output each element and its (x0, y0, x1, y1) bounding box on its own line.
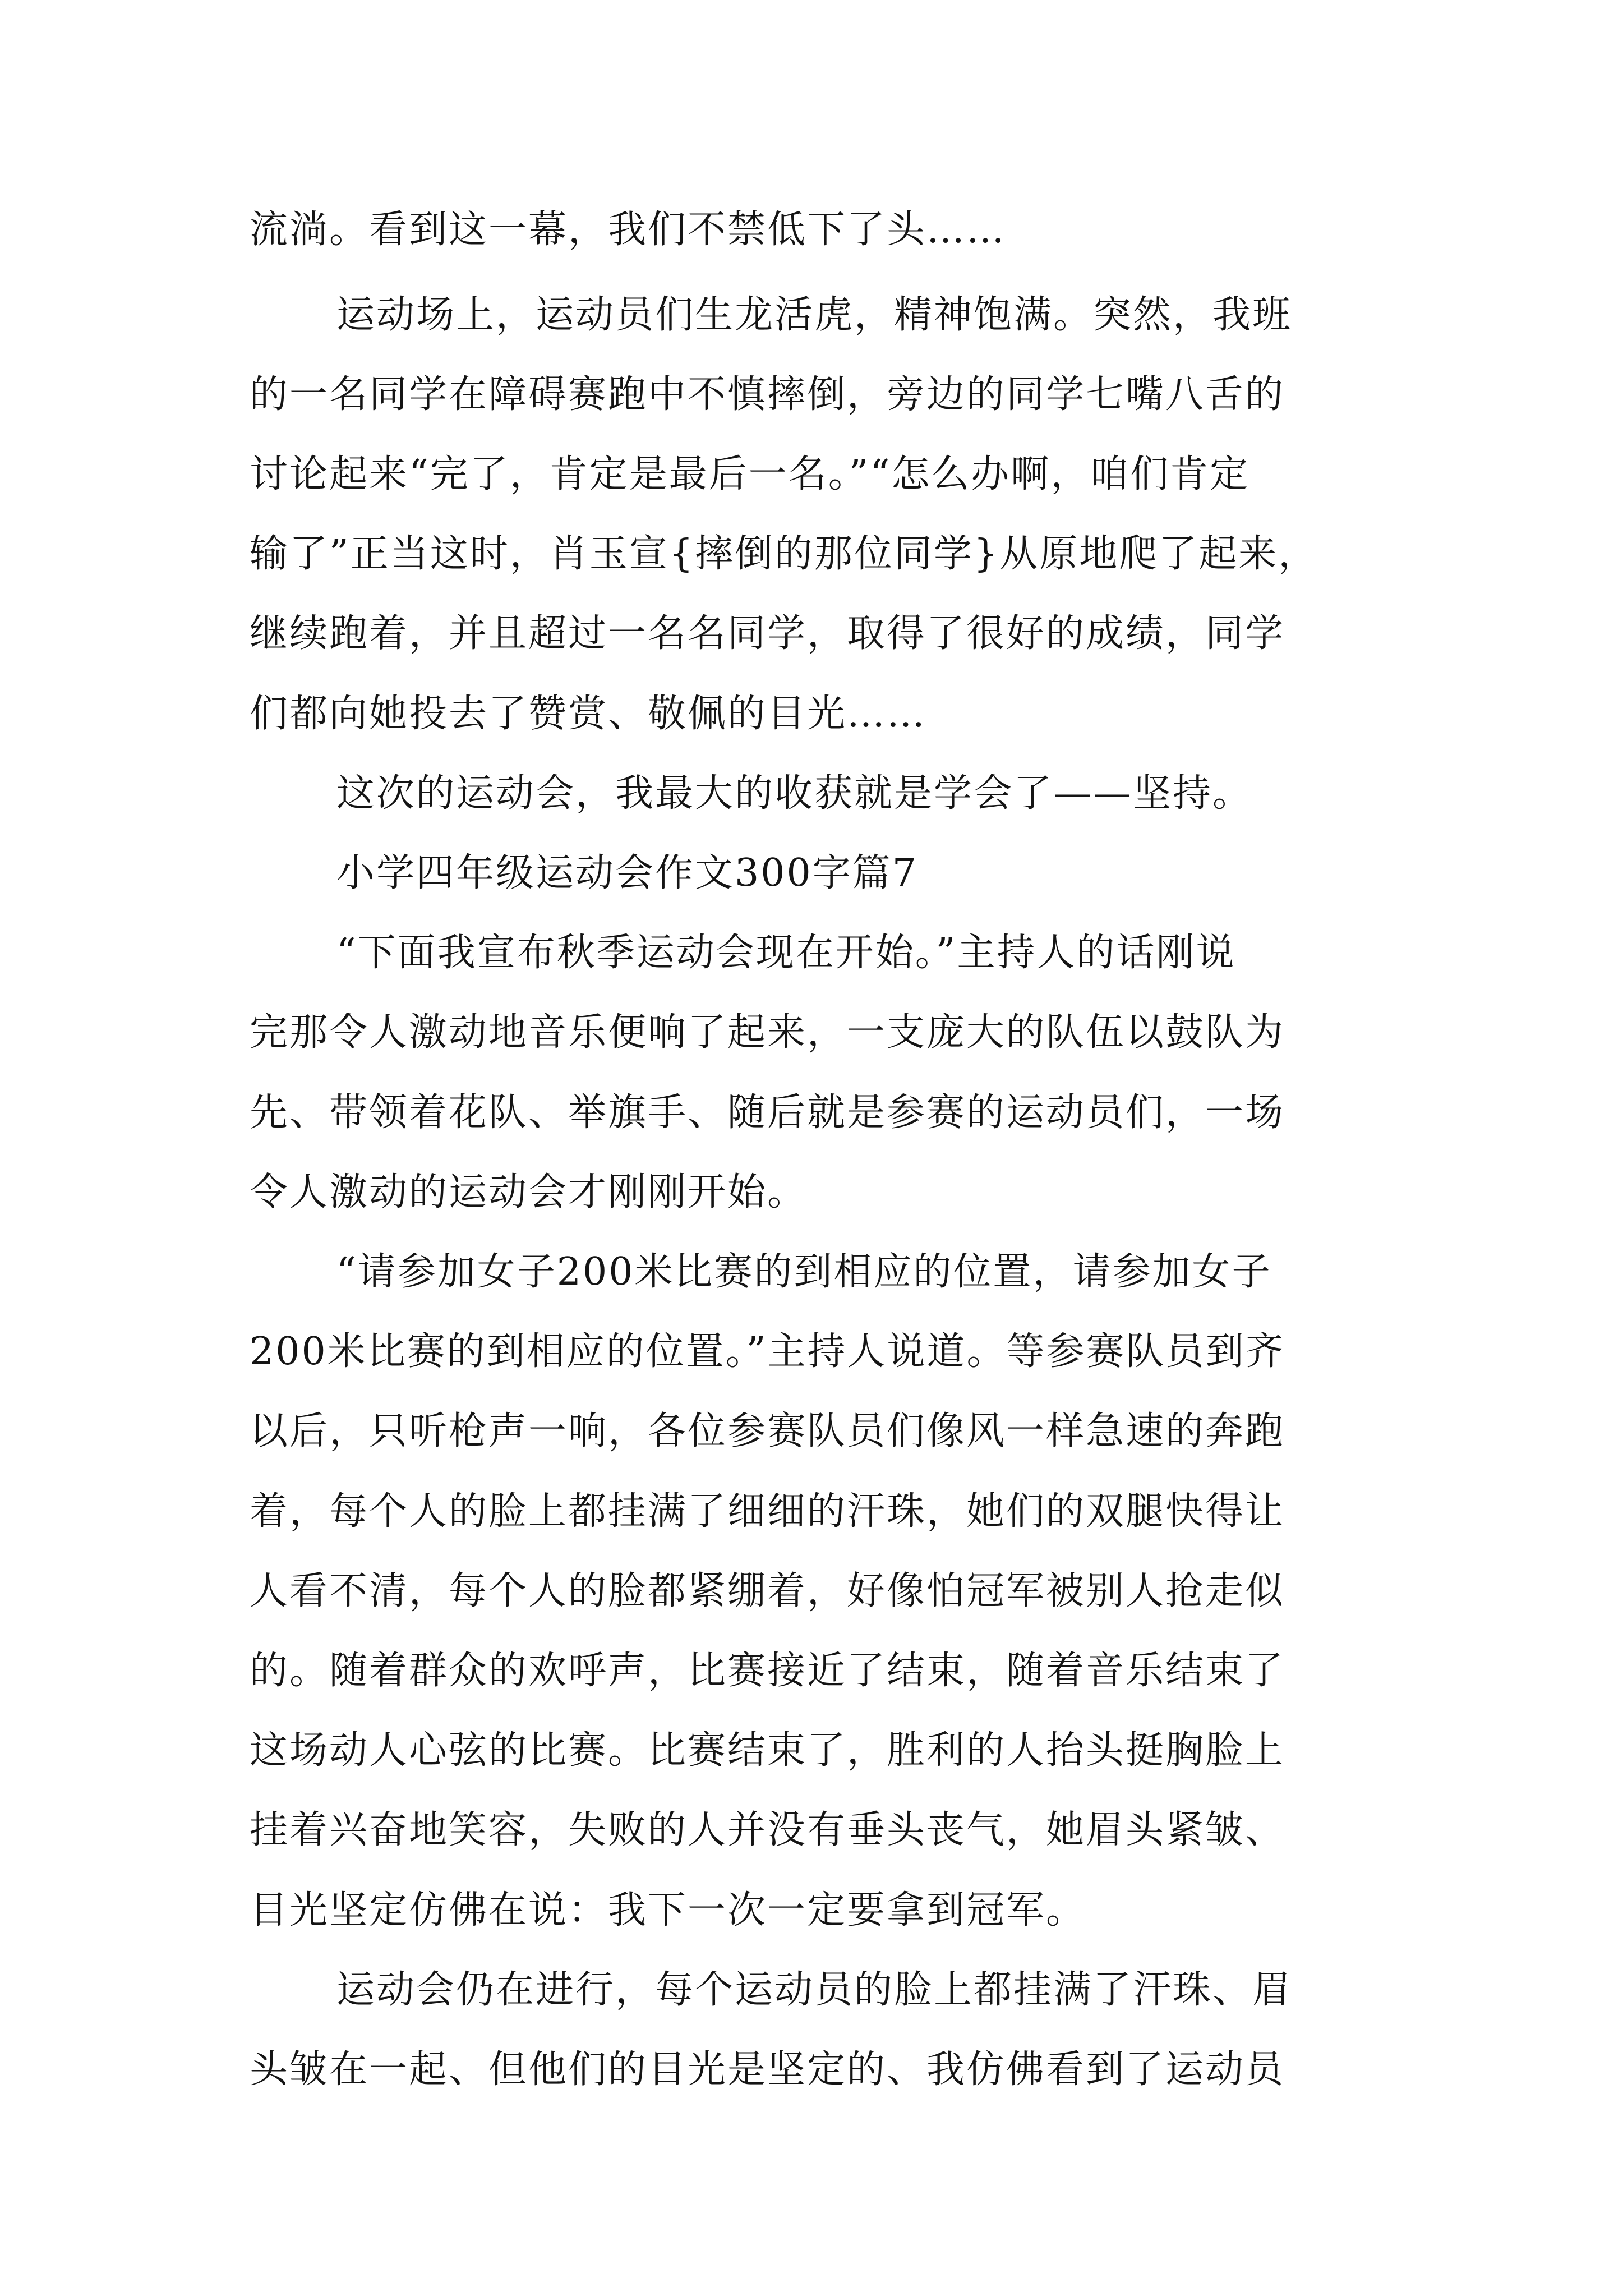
text-line: 输了”正当这时，肖玉宣{摔倒的那位同学}从原地爬了起来， (250, 532, 1318, 576)
text-line: 的一名同学在障碍赛跑中不慎摔倒，旁边的同学七嘴八舌的 (250, 372, 1285, 417)
text-line: 头皱在一起、但他们的目光是坚定的、我仿佛看到了运动员 (250, 2047, 1285, 2092)
text-line: 运动场上，运动员们生龙活虎，精神饱满。突然，我班 (336, 293, 1293, 337)
text-line: 们都向她投去了赞赏、敬佩的目光…… (250, 692, 927, 736)
text-line: 200米比赛的到相应的位置。”主持人说道。等参赛队员到齐 (250, 1329, 1285, 1374)
text-line: 完那令人激动地音乐便响了起来，一支庞大的队伍以鼓队为 (250, 1010, 1285, 1055)
text-line: 这场动人心弦的比赛。比赛结束了，胜利的人抬头挺胸脸上 (250, 1728, 1285, 1773)
text-line: 令人激动的运动会才刚刚开始。 (250, 1170, 808, 1214)
text-line: 以后，只听枪声一响，各位参赛队员们像风一样急速的奔跑 (250, 1409, 1285, 1453)
text-line: 目光坚定仿佛在说：我下一次一定要拿到冠军。 (250, 1888, 1086, 1932)
text-line: 讨论起来“完了，肯定是最后一名。”“怎么办啊，咱们肯定 (250, 452, 1250, 496)
text-line: 这次的运动会，我最大的收获就是学会了——坚持。 (336, 771, 1253, 816)
text-line: 先、带领着花队、举旗手、随后就是参赛的运动员们，一场 (250, 1091, 1285, 1135)
text-line: “请参加女子200米比赛的到相应的位置，请参加女子 (336, 1250, 1272, 1294)
text-line: 流淌。看到这一幕，我们不禁低下了头…… (250, 208, 1007, 252)
text-line: 的。随着群众的欢呼声，比赛接近了结束，随着音乐结束了 (250, 1649, 1285, 1693)
text-line: 人看不清，每个人的脸都紧绷着，好像怕冠军被别人抢走似 (250, 1569, 1285, 1613)
text-line: 挂着兴奋地笑容，失败的人并没有垂头丧气，她眉头紧皱、 (250, 1808, 1285, 1852)
text-line: 着，每个人的脸上都挂满了细细的汗珠，她们的双腿快得让 (250, 1489, 1285, 1534)
text-line: 继续跑着，并且超过一名名同学，取得了很好的成绩，同学 (250, 611, 1285, 656)
section-heading: 小学四年级运动会作文300字篇7 (336, 851, 919, 895)
text-line: 运动会仍在进行，每个运动员的脸上都挂满了汗珠、眉 (336, 1968, 1293, 2012)
text-line: “下面我宣布秋季运动会现在开始。”主持人的话刚说 (336, 931, 1236, 975)
